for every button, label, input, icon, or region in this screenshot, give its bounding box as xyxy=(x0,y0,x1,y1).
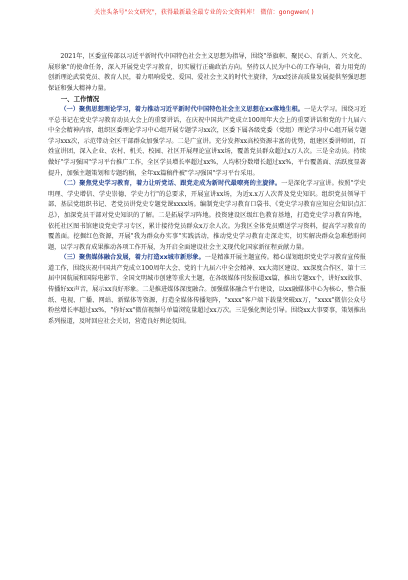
top-banner xyxy=(0,0,408,22)
subsection-1 xyxy=(48,105,366,179)
intro-paragraph: 2021年，区委宣传部以习近平新时代中国特色社会主义思想为指导，围绕"举旗帜、聚民心、育新人、兴文化、展形象"的使命任务，深入开展党史学习教育，切实履行正确政治方向。坚持以人民为中心的工作导向，着力用党的创新理论武装党员、教育人民，着力唱响爱党、爱国、爱社会主义的时代主旋律，为xx经济高质量发展提供坚强思想保证和强大精神力量。 xyxy=(48,53,366,92)
subsection-3 xyxy=(48,253,366,327)
subsection-2 xyxy=(48,179,366,253)
subsection-2-body: 一是深化学习宣讲。按照"学史明理、学史增信、学史崇德、学史力行"的总要求，开展宣讲xx场，为近x.x万人次普及党史知识。组织党员领导干部、基层党组织书记、老党员讲党史专题党课xxxx场。编制党史学习教育口袋书、《党史学习教育应知应会知识点汇总》，加深党员干部对党史知识的了解。二是拓展学习阵地。投资建设区级红色教育基地，打造党史学习教育阵地，依托社区图书馆建设党史学习专区，累计接待党员群众x万余人次。为我区全体党员赠送学习资料，提高学习教育的覆盖面。挖掘红色资源，开展"我为群众办实事"实践活动，推动党史学习教育走深走实，切实解决群众急难愁盼问题，以学习教育成果推动各项工作开展，为开启全面建设社会主义现代化国家新征程贡献力量。 xyxy=(48,180,366,251)
subsection-3-title: （三）聚焦媒体融合发展，着力打造xx城市新形象。 xyxy=(60,254,205,262)
subsection-1-body: 一是大学习。围绕习近平总书记在党史学习教育动员大会上的重要讲话，在庆祝中国共产党成立100周年大会上的重要讲话和党的十九届六中全会精神内容，组织区委理论学习中心组开展专题学习xx次，区委下属各级党委（党组）理论学习中心组开展专题学习xxx次，示范带动全区干部群众加强学习。二是广宣讲。充分发挥xx高校资源丰富的优势，组建区委讲师团，百姓宣讲团，深入企业、农村、机关、校园、社区开展理论宣讲xx场，覆盖党员群众超过x万人次。三是全动员。持续做好"学习强国"学习平台推广工作，全区学员增长率超过xx%，人均积分数增长超过xx%，平台覆盖面、活跃度显著提升，加强主题策划和专题约稿，全年xx篇稿件被"学习强国"学习平台采用。 xyxy=(48,105,367,177)
document-page xyxy=(48,52,366,327)
subsection-3-body: 一是精准开展主题宣传。精心谋划组织党史学习教育宣传报道工作，围绕庆祝中国共产党成立100周年大会、党的十九届六中全会精神、xx大湾区建设、xx深度合作区、第十三届中国航展和国际电影节、全国文明城市创建等重大主题，在各级媒体刊发报道xx篇，推出专题xx个，讲好xx故事、传播好xx声音，展示xx良好形象。二是推进媒体深度融合。加强媒体融合平台建设，以xx融媒体中心为核心，整合报纸、电视、广播、网站、新媒体等资源，打造全媒体传播矩阵，"xxxx"客户端下载量突破xx万，"xxxx"微信公众号粉丝增长率超过xx%，"你好xx"微信视频号单篇浏览量超过xx万次。三是强化舆论引导。围绕xx大事要事，策划推出系列报道，及时回应社会关切，营造良好舆论氛围。 xyxy=(48,254,366,325)
subsection-2-title: （二）聚焦党史学习教育，着力让听党话、跟党走成为新时代最嘹亮的主旋律。 xyxy=(60,180,282,188)
section-heading: 一、工作情况 xyxy=(60,95,100,104)
banner-text: 关注头条号"公文研究"，获得最新最全最专业的公文资料库！ 微信：gongwen( ) xyxy=(94,8,314,16)
subsection-1-title: （一）聚焦思想理论学习，着力推动习近平新时代中国特色社会主义思想在xx落地生根。 xyxy=(60,105,305,113)
